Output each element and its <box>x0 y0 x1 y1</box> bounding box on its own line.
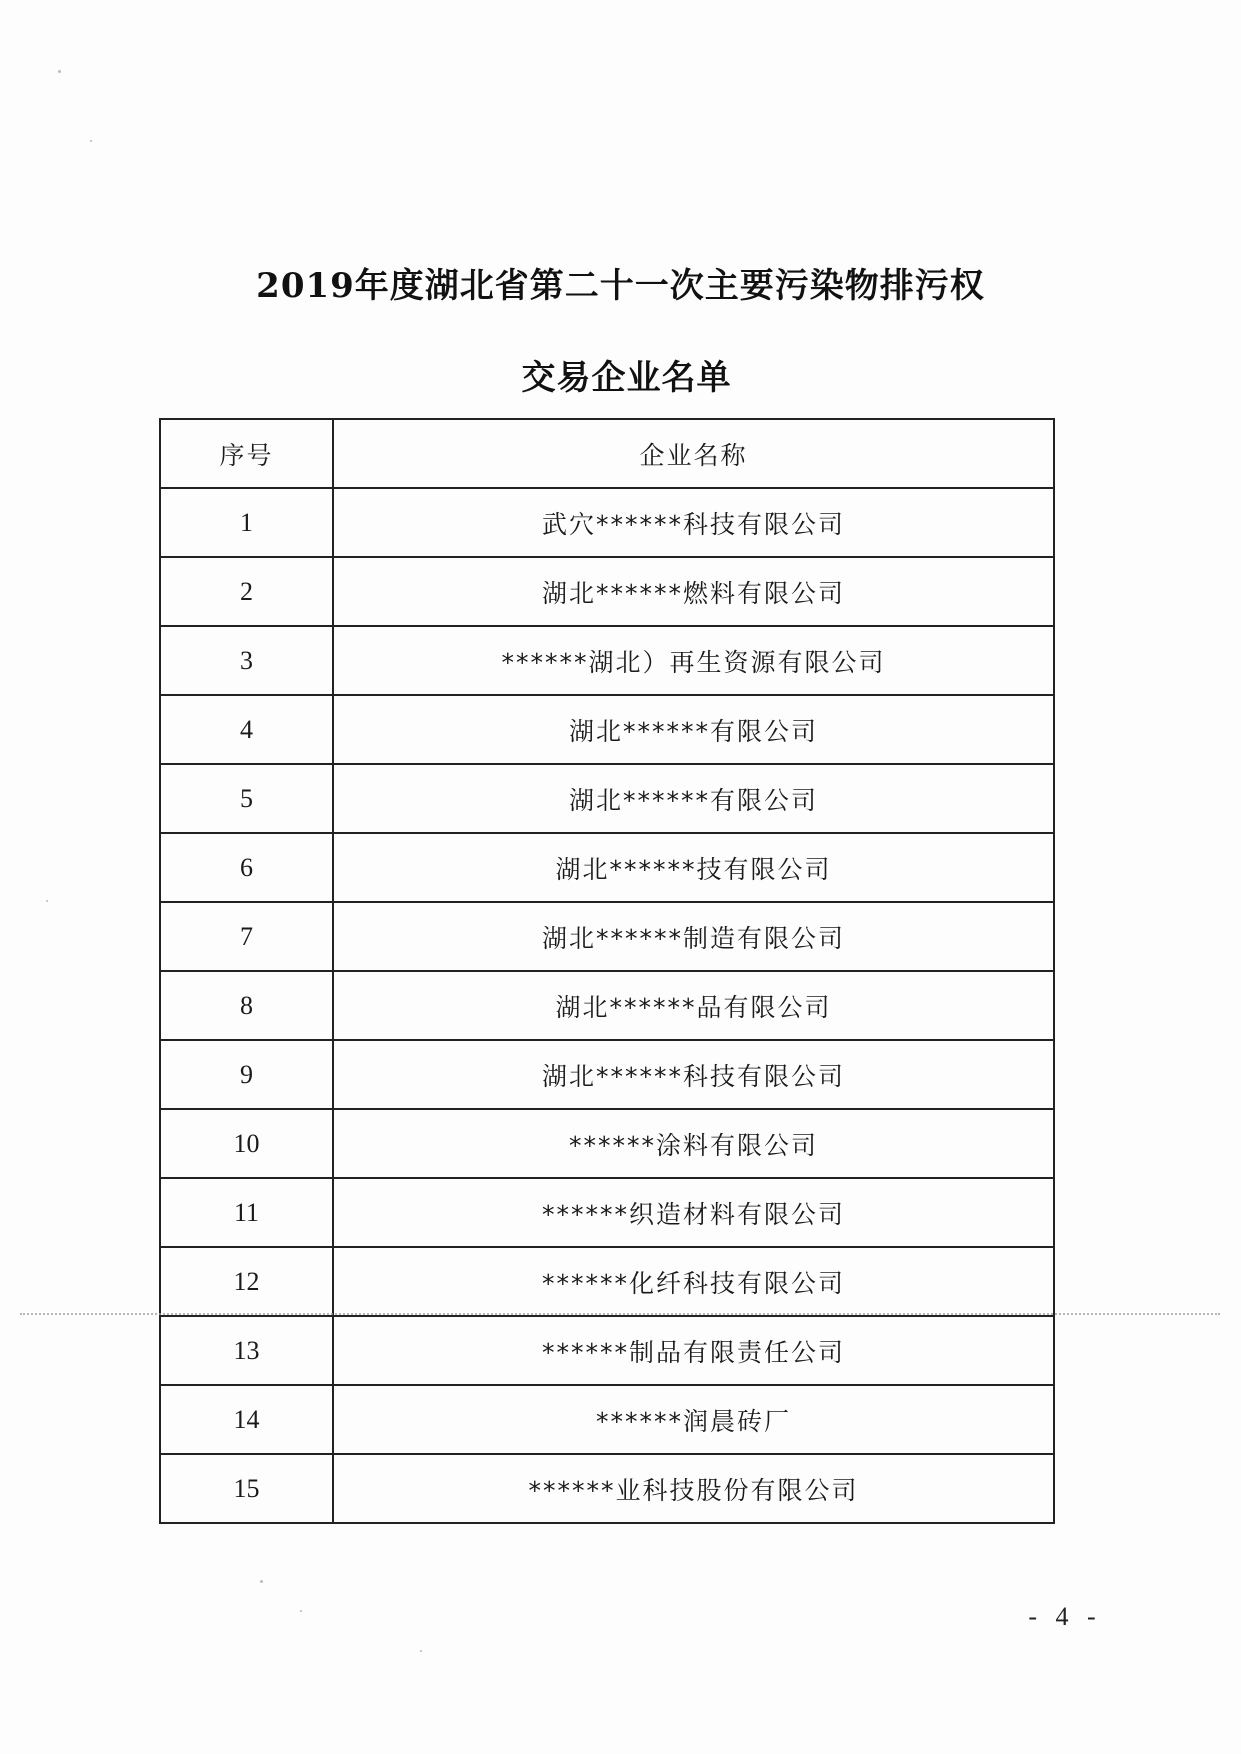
enterprise-name-cell: 湖北******制造有限公司 <box>333 902 1054 971</box>
table-row <box>160 626 1054 695</box>
enterprise-name-cell: 武穴******科技有限公司 <box>333 488 1054 557</box>
table-row <box>160 695 1054 764</box>
table-row <box>160 902 1054 971</box>
enterprise-name-cell: 湖北******有限公司 <box>333 764 1054 833</box>
serial-number-cell: 11 <box>160 1178 333 1247</box>
enterprise-name-cell: 湖北******科技有限公司 <box>333 1040 1054 1109</box>
serial-number-cell: 14 <box>160 1385 333 1454</box>
table-row <box>160 1247 1054 1316</box>
serial-number-cell: 9 <box>160 1040 333 1109</box>
page-number: - 4 - <box>1028 1602 1102 1631</box>
enterprise-name-cell: ******湖北）再生资源有限公司 <box>333 626 1054 695</box>
enterprise-table <box>159 418 1055 1524</box>
scan-speck <box>46 900 48 902</box>
serial-number-cell: 1 <box>160 488 333 557</box>
table-row <box>160 1109 1054 1178</box>
enterprise-name-cell: ******制品有限责任公司 <box>333 1316 1054 1385</box>
table-row <box>160 1454 1054 1523</box>
enterprise-name-cell: 湖北******有限公司 <box>333 695 1054 764</box>
enterprise-name-cell: ******织造材料有限公司 <box>333 1178 1054 1247</box>
column-header-serial-number: 序号 <box>160 419 333 488</box>
table-row <box>160 764 1054 833</box>
document-title-line-1: 2019年度湖北省第二十一次主要污染物排污权 <box>256 266 985 306</box>
serial-number-cell: 10 <box>160 1109 333 1178</box>
document-title-line-2: 交易企业名单 <box>521 358 732 398</box>
serial-number-cell: 4 <box>160 695 333 764</box>
table-row <box>160 971 1054 1040</box>
serial-number-cell: 15 <box>160 1454 333 1523</box>
table-row <box>160 1316 1054 1385</box>
scan-speck <box>420 1650 422 1652</box>
table-row <box>160 557 1054 626</box>
enterprise-name-cell: ******润晨砖厂 <box>333 1385 1054 1454</box>
table-header-row <box>160 419 1054 488</box>
scan-speck <box>300 1610 302 1612</box>
scan-speck <box>260 1580 263 1583</box>
scan-speck <box>58 70 61 73</box>
enterprise-name-cell: 湖北******品有限公司 <box>333 971 1054 1040</box>
serial-number-cell: 2 <box>160 557 333 626</box>
serial-number-cell: 8 <box>160 971 333 1040</box>
serial-number-cell: 5 <box>160 764 333 833</box>
enterprise-name-cell: 湖北******技有限公司 <box>333 833 1054 902</box>
scan-speck <box>90 140 92 142</box>
serial-number-cell: 3 <box>160 626 333 695</box>
table-row <box>160 833 1054 902</box>
table-row <box>160 1385 1054 1454</box>
serial-number-cell: 6 <box>160 833 333 902</box>
enterprise-name-cell: 湖北******燃料有限公司 <box>333 557 1054 626</box>
scan-fold-line <box>20 1313 1220 1315</box>
serial-number-cell: 13 <box>160 1316 333 1385</box>
serial-number-cell: 12 <box>160 1247 333 1316</box>
column-header-enterprise-name: 企业名称 <box>333 419 1054 488</box>
table-row <box>160 1040 1054 1109</box>
enterprise-name-cell: ******化纤科技有限公司 <box>333 1247 1054 1316</box>
enterprise-name-cell: ******涂料有限公司 <box>333 1109 1054 1178</box>
table-row <box>160 1178 1054 1247</box>
serial-number-cell: 7 <box>160 902 333 971</box>
enterprise-name-cell: ******业科技股份有限公司 <box>333 1454 1054 1523</box>
table-row <box>160 488 1054 557</box>
